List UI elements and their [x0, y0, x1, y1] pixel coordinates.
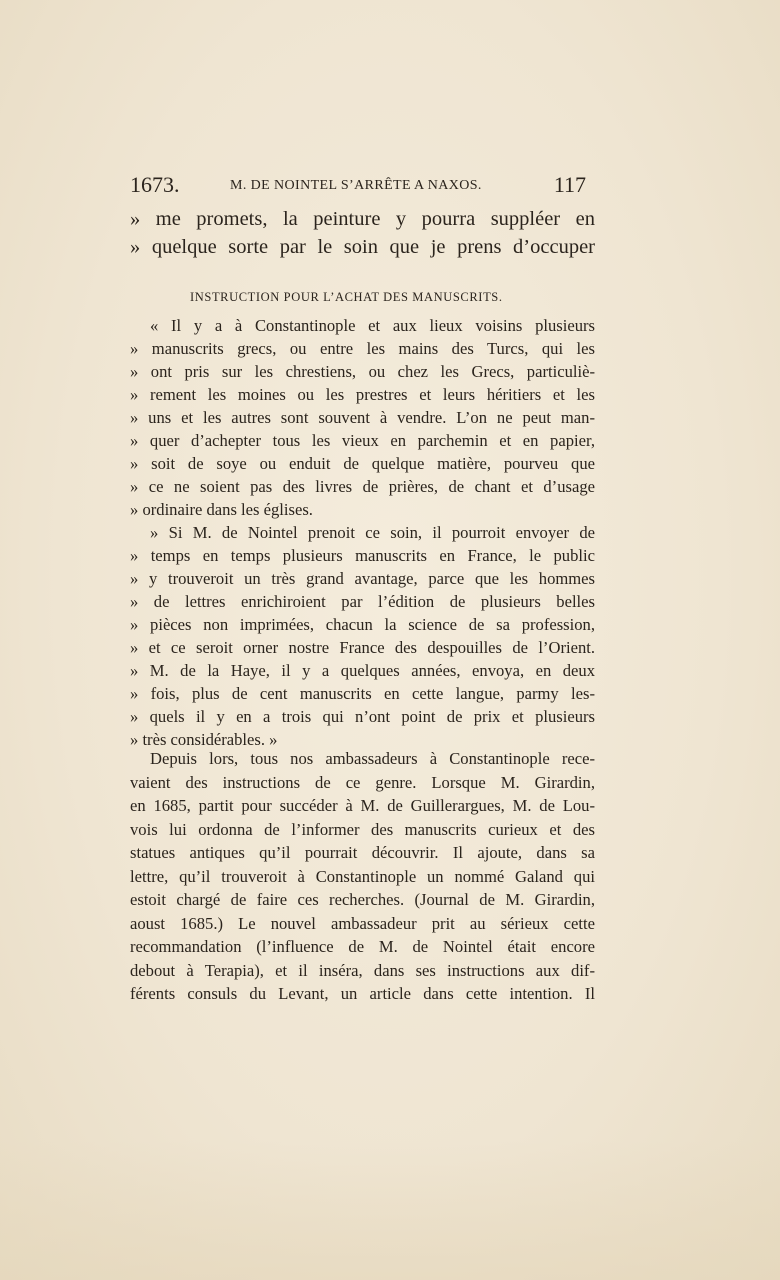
- quote-line: » M. de la Haye, il y a quelques années, envoya, en deux: [130, 661, 595, 680]
- quote-line: » et ce seroit orner nostre France des despouilles de l’Orient.: [130, 638, 595, 657]
- quote-line: » très considérables. »: [130, 730, 278, 749]
- running-title: M. DE NOINTEL S’ARRÊTE A NAXOS.: [230, 178, 482, 193]
- prose-line: aoust 1685.) Le nouvel ambassadeur prit au sérieux cette: [130, 913, 595, 933]
- prose-line: statues antiques qu’il pourrait découvrir. Il ajoute, dans sa: [130, 843, 595, 862]
- quote-line: » pièces non imprimées, chacun la science de sa profession,: [130, 615, 595, 634]
- section-heading: INSTRUCTION POUR L’ACHAT DES MANUSCRITS.: [190, 290, 503, 304]
- quote-line: « Il y a à Constantinople et aux lieux voisins plusieurs: [150, 316, 595, 335]
- prose-line: en 1685, partit pour succéder à M. de Guillerargues, M. de Lou-: [130, 796, 595, 815]
- text-line: » quelque sorte par le soin que je prens d’occuper: [130, 236, 595, 258]
- opening-passage: [130, 205, 595, 261]
- quote-line: » temps en temps plusieurs manuscrits en France, le public: [130, 546, 595, 565]
- quote-line: » soit de soye ou enduit de quelque matière, pourveu que: [130, 454, 595, 473]
- quote-line: » uns et les autres sont souvent à vendre. L’on ne peut man-: [130, 408, 595, 427]
- prose-line: recommandation (l’influence de M. de Nointel était encore: [130, 937, 595, 956]
- instruction-quote: [130, 314, 595, 751]
- quote-line: » quels il y en a trois qui n’ont point de prix et plusieurs: [130, 707, 595, 726]
- quote-line: » Si M. de Nointel prenoit ce soin, il pourroit envoyer de: [150, 523, 595, 542]
- quote-line: » manuscrits grecs, ou entre les mains des Turcs, qui les: [130, 339, 595, 358]
- quote-line: » fois, plus de cent manuscrits en cette langue, parmy les-: [130, 684, 595, 703]
- prose-line: estoit chargé de faire ces recherches. (Journal de M. Girardin,: [130, 890, 595, 909]
- quote-line: » quer d’achepter tous les vieux en parchemin et en papier,: [130, 431, 595, 450]
- header-year: 1673.: [130, 172, 180, 197]
- quote-line: » ce ne soient pas des livres de prières, de chant et d’usage: [130, 477, 595, 496]
- text-line: » me promets, la peinture y pourra suppléer en: [130, 208, 595, 230]
- prose-line: férents consuls du Levant, un article dans cette intention. Il: [130, 984, 595, 1003]
- running-header: [130, 172, 588, 202]
- quote-line: » ordinaire dans les églises.: [130, 500, 313, 519]
- prose-line: Depuis lors, tous nos ambassadeurs à Constantinople rece-: [150, 749, 595, 768]
- narrative-paragraph: [130, 747, 595, 1006]
- quote-line: » de lettres enrichiroient par l’édition de plusieurs belles: [130, 592, 595, 611]
- quote-line: » ont pris sur les chrestiens, ou chez les Grecs, particuliè-: [130, 362, 595, 381]
- prose-line: lettre, qu’il trouveroit à Constantinople un nommé Galand qui: [130, 866, 595, 886]
- page-discoloration: [0, 1140, 780, 1280]
- page-number: 117: [553, 172, 586, 197]
- prose-line: debout à Terapia), et il inséra, dans ses instructions aux dif-: [130, 960, 595, 980]
- quote-line: » y trouveroit un très grand avantage, parce que les hommes: [130, 569, 595, 588]
- prose-line: vois lui ordonna de l’informer des manuscrits curieux et des: [130, 819, 595, 839]
- quote-line: » rement les moines ou les prestres et leurs héritiers et les: [130, 385, 595, 404]
- prose-line: vaient des instructions de ce genre. Lorsque M. Girardin,: [130, 772, 595, 792]
